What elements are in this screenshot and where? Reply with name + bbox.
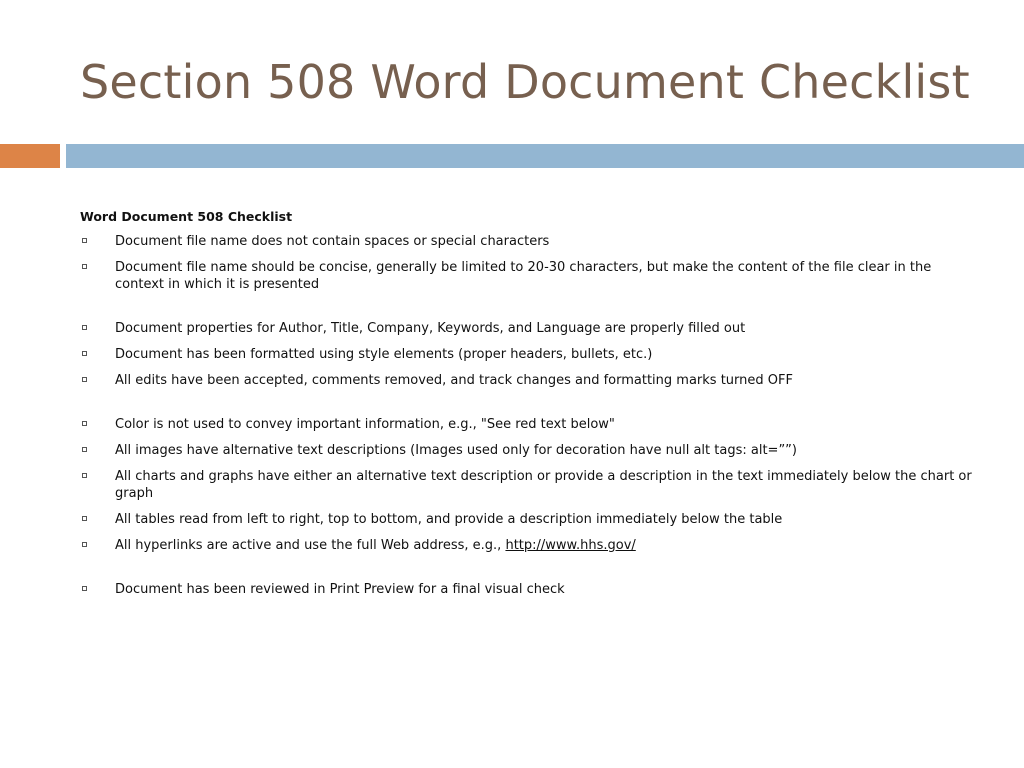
checklist-item	[80, 320, 980, 337]
checklist-item	[80, 233, 980, 250]
checklist-item	[80, 537, 980, 554]
checklist-item-text: Document has been formatted using style elements (proper headers, bullets, etc.)	[115, 347, 653, 362]
checklist-item-text: All hyperlinks are active and use the full Web address, e.g.,	[115, 538, 506, 553]
square-bullet-icon	[82, 264, 87, 269]
checklist-item-text: Document file name should be concise, generally be limited to 20-30 characters, but make the content of the file clear in the context in which it is presented	[115, 260, 932, 292]
square-bullet-icon	[82, 516, 87, 521]
checklist-item-text: All charts and graphs have either an alternative text description or provide a description in the text immediately below the chart or graph	[115, 469, 972, 501]
square-bullet-icon	[82, 351, 87, 356]
checklist-item-text: Document has been reviewed in Print Preview for a final visual check	[115, 582, 565, 597]
orange-accent-band	[0, 144, 60, 168]
checklist-item-text: All images have alternative text descriptions (Images used only for decoration have null alt tags: alt=””)	[115, 443, 797, 458]
hhs-hyperlink[interactable]: http://www.hhs.gov/	[505, 538, 636, 553]
checklist-item	[80, 581, 980, 598]
square-bullet-icon	[82, 542, 87, 547]
checklist-item	[80, 259, 980, 293]
blue-accent-band	[66, 144, 1024, 168]
checklist-item	[80, 468, 980, 502]
checklist-item	[80, 511, 980, 528]
square-bullet-icon	[82, 421, 87, 426]
square-bullet-icon	[82, 377, 87, 382]
checklist-item	[80, 372, 980, 389]
square-bullet-icon	[82, 447, 87, 452]
checklist-content	[80, 208, 980, 607]
square-bullet-icon	[82, 238, 87, 243]
checklist-item	[80, 416, 980, 433]
square-bullet-icon	[82, 325, 87, 330]
checklist-item-text: Document file name does not contain spaces or special characters	[115, 234, 550, 249]
checklist-heading: Word Document 508 Checklist	[80, 209, 293, 224]
square-bullet-icon	[82, 473, 87, 478]
square-bullet-icon	[82, 586, 87, 591]
checklist-item-text: All edits have been accepted, comments removed, and track changes and formatting marks turned OFF	[115, 373, 793, 388]
slide-title: Section 508 Word Document Checklist	[80, 55, 970, 109]
checklist-item-text: Document properties for Author, Title, Company, Keywords, and Language are properly filled out	[115, 321, 746, 336]
checklist-item	[80, 442, 980, 459]
checklist-item-text: All tables read from left to right, top to bottom, and provide a description immediately below the table	[115, 512, 783, 527]
checklist-item-text: Color is not used to convey important information, e.g., "See red text below"	[115, 417, 615, 432]
checklist-item	[80, 346, 980, 363]
checklist-list	[80, 233, 980, 598]
